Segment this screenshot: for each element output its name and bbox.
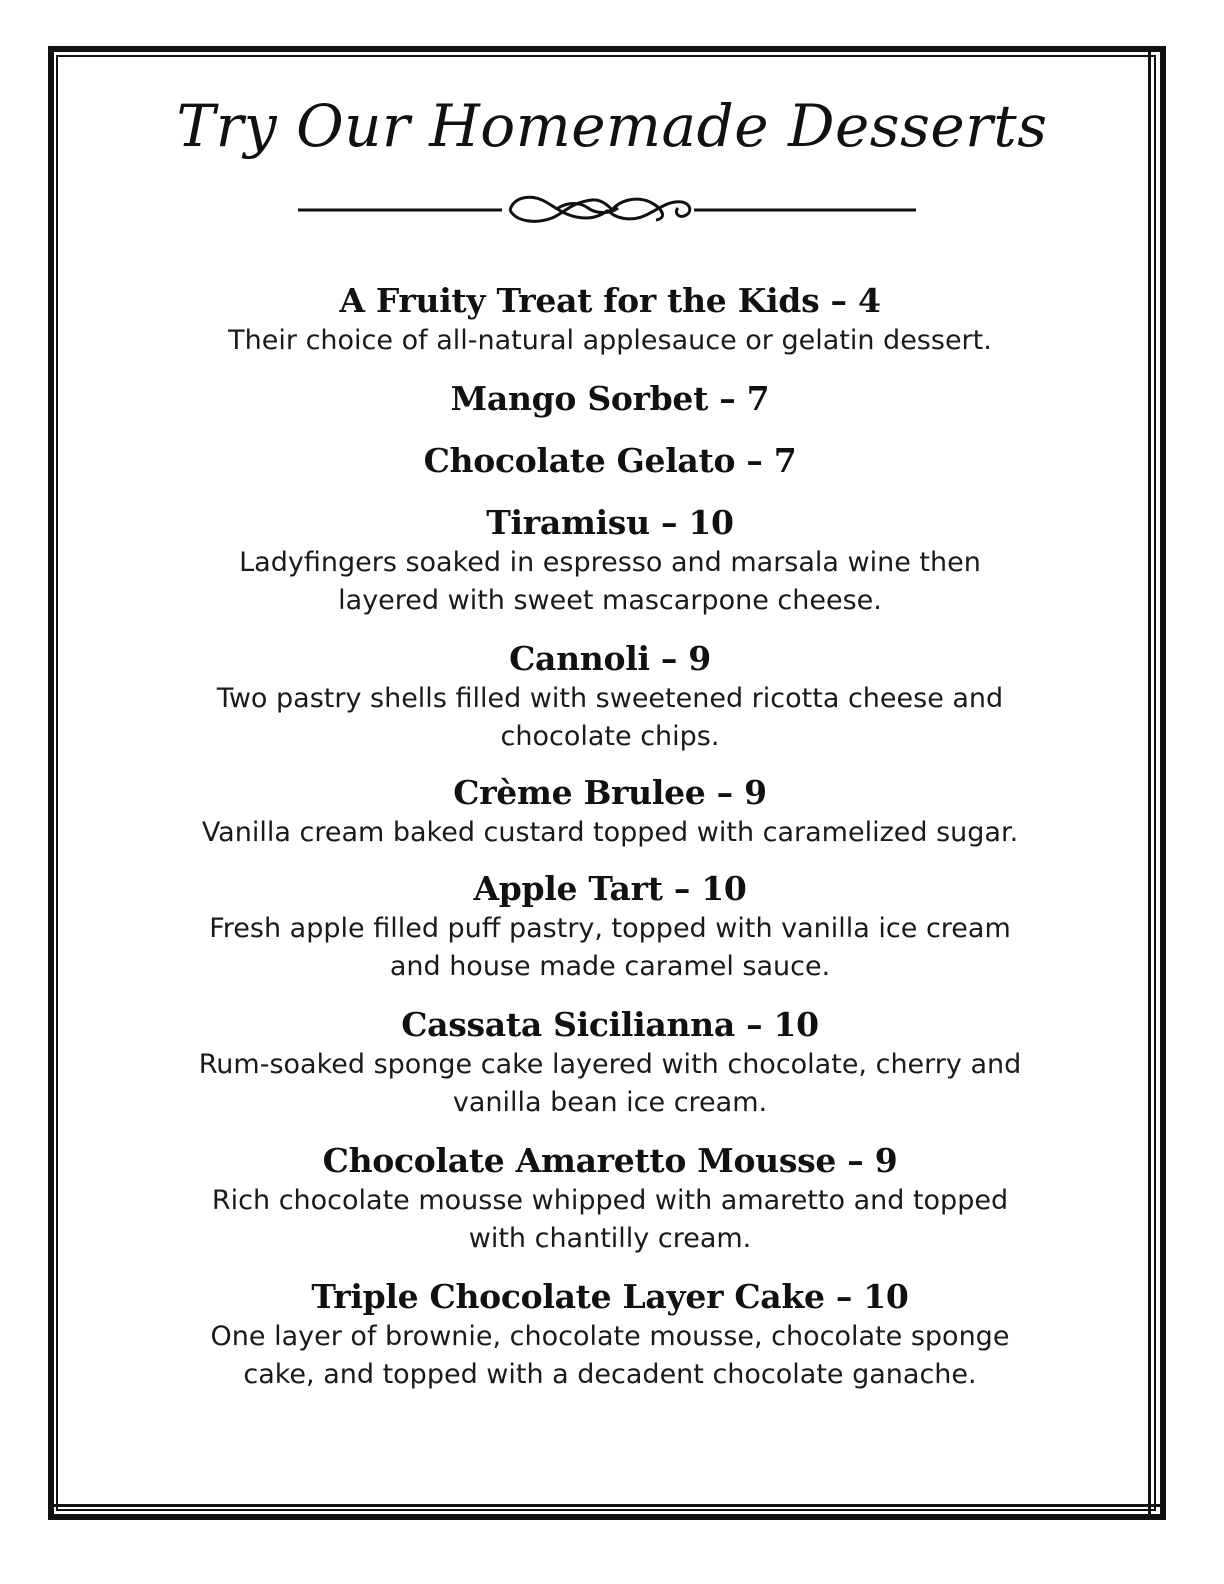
menu-item <box>60 378 1160 420</box>
menu-item-name: A Fruity Treat for the Kids – 4 <box>339 281 881 320</box>
dessert-menu-list <box>60 262 1160 1394</box>
menu-item <box>60 868 1160 986</box>
menu-item-description: layered with sweet mascarpone cheese. <box>338 585 882 616</box>
menu-item <box>60 772 1160 852</box>
menu-item-name: Chocolate Amaretto Mousse – 9 <box>322 1141 898 1180</box>
menu-item-description: cake, and topped with a decadent chocolate ganache. <box>243 1359 977 1390</box>
menu-item-description: Two pastry shells filled with sweetened ricotta cheese and <box>216 683 1004 714</box>
menu-item-description: Vanilla cream baked custard topped with caramelized sugar. <box>201 817 1019 848</box>
menu-item <box>60 280 1160 360</box>
menu-item-name: Triple Chocolate Layer Cake – 10 <box>311 1277 909 1316</box>
menu-item <box>60 1140 1160 1258</box>
menu-item-description: Rum-soaked sponge cake layered with chocolate, cherry and <box>198 1049 1022 1080</box>
menu-item-description: One layer of brownie, chocolate mousse, chocolate sponge <box>210 1321 1010 1352</box>
menu-item-description: with chantilly cream. <box>468 1223 752 1254</box>
menu-item-description: Ladyfingers soaked in espresso and marsala wine then <box>239 547 981 578</box>
menu-item <box>60 1004 1160 1122</box>
menu-item-name: Tiramisu – 10 <box>486 503 734 542</box>
menu-item-name: Cannoli – 9 <box>509 639 711 678</box>
menu-title: Try Our Homemade Desserts <box>176 92 1048 160</box>
menu-item-description: Their choice of all-natural applesauce or gelatin dessert. <box>228 325 992 356</box>
menu-item <box>60 440 1160 482</box>
menu-item-name: Cassata Sicilianna – 10 <box>401 1005 819 1044</box>
menu-item <box>60 502 1160 620</box>
menu-item-description: and house made caramel sauce. <box>389 951 831 982</box>
menu-item <box>60 638 1160 756</box>
menu-item-name: Apple Tart – 10 <box>473 869 747 908</box>
menu-item-name: Mango Sorbet – 7 <box>450 379 770 418</box>
menu-item-name: Crème Brulee – 9 <box>453 773 767 812</box>
page-border-bottom-line <box>54 1504 1160 1507</box>
menu-item-description: Fresh apple filled puff pastry, topped with vanilla ice cream <box>209 913 1011 944</box>
menu-item-description: chocolate chips. <box>500 721 720 752</box>
flourish-divider-icon <box>296 188 920 232</box>
menu-item-name: Chocolate Gelato – 7 <box>423 441 797 480</box>
menu-item-description: vanilla bean ice cream. <box>452 1087 768 1118</box>
menu-item <box>60 1276 1160 1394</box>
menu-item-description: Rich chocolate mousse whipped with amaretto and topped <box>211 1185 1009 1216</box>
